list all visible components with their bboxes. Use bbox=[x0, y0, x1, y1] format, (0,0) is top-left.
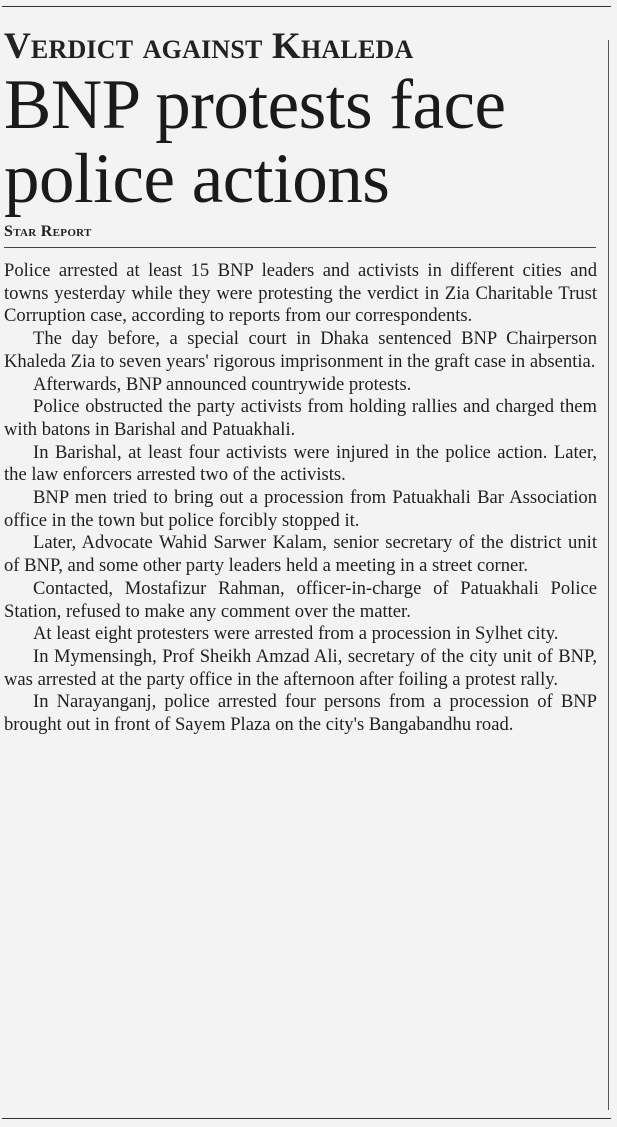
article-paragraph: Later, Advocate Wahid Sarwer Kalam, senior secretary of the district unit of BNP, and some other party leaders held a meeting in a street corner. bbox=[4, 532, 597, 577]
top-rule bbox=[2, 6, 611, 7]
article-paragraph: In Barishal, at least four activists were injured in the police action. Later, the law enforcers arrested two of the activists. bbox=[4, 441, 597, 486]
article-paragraph: At least eight protesters were arrested from a procession in Sylhet city. bbox=[33, 623, 559, 645]
article-paragraph: BNP men tried to bring out a procession from Patuakhali Bar Association office in the town but police forcibly stopped it. bbox=[4, 487, 597, 531]
byline-rule bbox=[4, 247, 596, 248]
article-paragraph: Police obstructed the party activists from holding rallies and charged them with batons in Barishal and Patuakhali. bbox=[4, 396, 597, 440]
article-body bbox=[4, 260, 597, 737]
article-paragraph: Contacted, Mostafizur Rahman, officer-in-charge of Patuakhali Police Station, refused to make any comment over the matter. bbox=[4, 577, 597, 622]
bottom-rule bbox=[2, 1118, 611, 1119]
article-headline: BNP protests face police actions bbox=[4, 66, 506, 218]
article-paragraph: The day before, a special court in Dhaka sentenced BNP Chairperson Khaleda Zia to seven years' rigorous imprisonment in the graft case in absentia. bbox=[4, 328, 597, 372]
article-paragraph: Afterwards, BNP announced countrywide protests. bbox=[33, 373, 412, 395]
column-rule bbox=[608, 40, 609, 1110]
article-paragraph: In Narayanganj, police arrested four persons from a procession of BNP brought out in front of Sayem Plaza on the city's Bangabandhu road. bbox=[4, 691, 597, 736]
news-article bbox=[4, 24, 597, 737]
article-kicker: Verdict against Khaleda bbox=[4, 26, 414, 67]
article-paragraph: Police arrested at least 15 BNP leaders and activists in different cities and towns yesterday while they were protesting the verdict in Zia Charitable Trust Corruption case, according to reports from our correspondents. bbox=[4, 260, 597, 327]
article-byline: Star Report bbox=[4, 223, 92, 240]
article-paragraph: In Mymensingh, Prof Sheikh Amzad Ali, secretary of the city unit of BNP, was arrested at the party office in the afternoon after foiling a protest rally. bbox=[4, 645, 597, 690]
